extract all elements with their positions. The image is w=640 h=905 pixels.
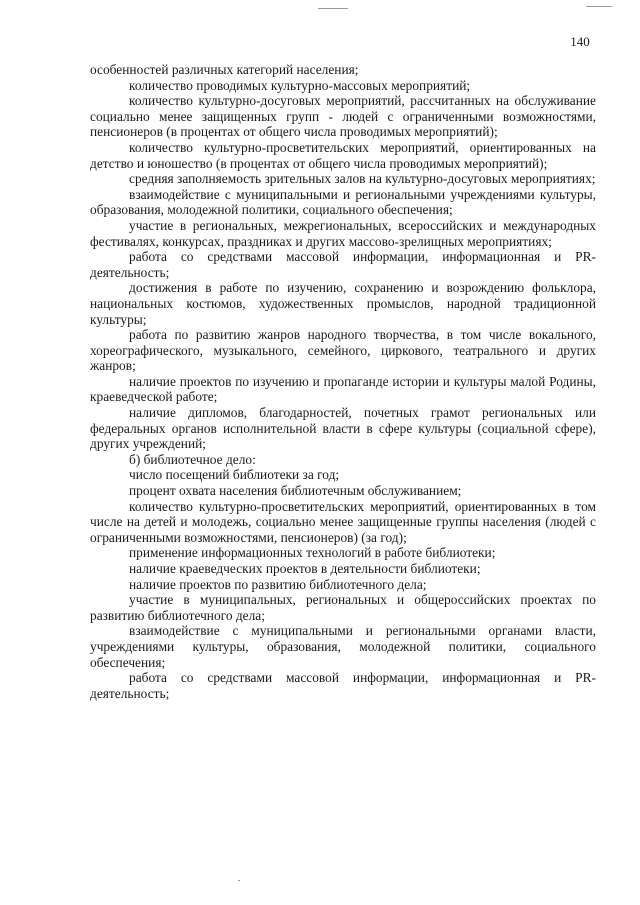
paragraph: применение информационных технологий в работе библиотеки; (129, 545, 496, 561)
scan-mark-top-center (318, 8, 348, 9)
paragraph: участие в региональных, межрегиональных, всероссийских и международных фестивалях, конкурсах, праздниках и других массово-зрелищных мероприятиях; (90, 217, 596, 249)
paragraph: достижения в работе по изучению, сохранению и возрождению фольклора, национальных костюмов, художественных промыслов, народной традиционной культуры; (90, 280, 596, 327)
scan-mark-bottom (238, 880, 240, 881)
scan-mark-top-right (586, 6, 612, 7)
paragraph: наличие краеведческих проектов в деятельности библиотеки; (129, 561, 481, 576)
paragraph: наличие дипломов, благодарностей, почетных грамот региональных или федеральных органов исполнительной власти в сфере культуры (социальной сфере), других учреждений; (90, 405, 596, 452)
paragraph: наличие проектов по развитию библиотечного дела; (129, 576, 427, 592)
paragraph: работа со средствами массовой информации, информационная и PR-деятельность; (90, 670, 596, 701)
paragraph: работа со средствами массовой информации, информационная и PR-деятельность; (90, 249, 596, 280)
paragraph: наличие проектов по изучению и пропаганде истории и культуры малой Родины, краеведческой работе; (90, 373, 596, 405)
paragraph: средняя заполняемость зрительных залов на культурно-досуговых мероприятиях; (129, 171, 596, 187)
paragraph: работа по развитию жанров народного творчества, в том числе вокального, хореографического, музыкального, семейного, циркового, театрального и других жанров; (90, 327, 596, 374)
paragraph: число посещений библиотеки за год; (129, 467, 340, 483)
paragraph: взаимодействие с муниципальными и региональными органами власти, учреждениями культуры, образования, молодежной политики, социального обеспечения; (90, 623, 596, 670)
paragraph: процент охвата населения библиотечным обслуживанием; (129, 483, 462, 499)
paragraph: количество культурно-просветительских мероприятий, ориентированных на детство и юношество (в процентах от общего числа проводимых мероприятий); (90, 139, 596, 171)
paragraph: количество проводимых культурно-массовых мероприятий; (129, 77, 471, 93)
section-heading: б) библиотечное дело: (129, 451, 256, 467)
paragraph: количество культурно-досуговых мероприятий, рассчитанных на обслуживание социально менее защищенных групп - людей с ограниченными возможностями, пенсионеров (в процентах от общего числа проводимых мероприятий); (90, 93, 596, 140)
document-body (90, 62, 596, 701)
paragraph: количество культурно-просветительских мероприятий, ориентированных в том числе на детей и молодежь, социально менее защищенные группы населения (людей с ограниченными возможностями, пенсионеров) (за год); (90, 498, 596, 545)
paragraph: взаимодействие с муниципальными и региональными учреждениями культуры, образования, молодежной политики, социального обеспечения; (90, 186, 596, 218)
page-number: 140 (570, 34, 590, 49)
paragraph: участие в муниципальных, региональных и общероссийских проектах по развитию библиотечного дела; (90, 592, 596, 623)
paragraph: особенностей различных категорий населения; (90, 62, 359, 77)
